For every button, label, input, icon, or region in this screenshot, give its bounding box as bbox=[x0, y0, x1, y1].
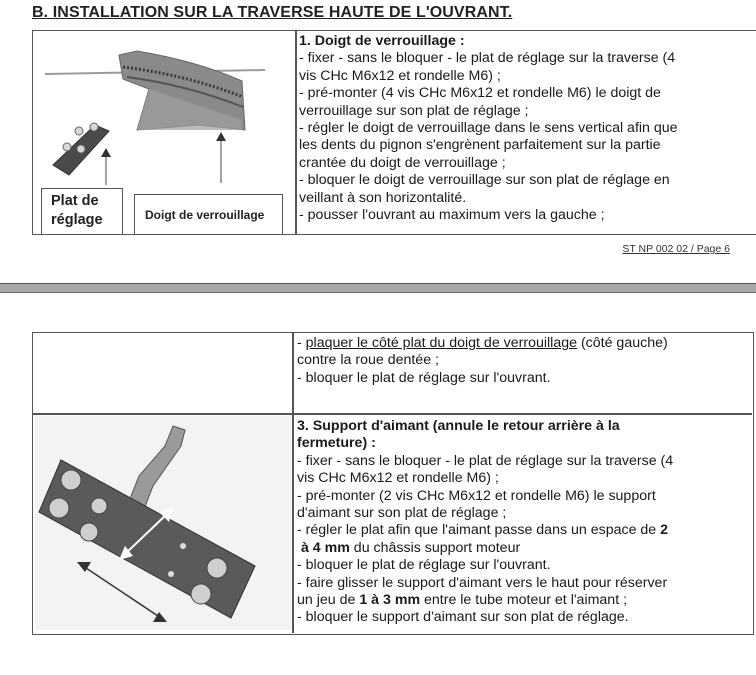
step1-line: verrouillage sur son plat de réglage ; bbox=[299, 102, 529, 119]
step1-line: - pré-monter (4 vis CHc M6x12 et rondelle M6) le doigt de bbox=[299, 85, 661, 102]
continued-text bbox=[297, 335, 749, 387]
step3-line bbox=[297, 592, 751, 609]
step3-line: - bloquer le support d'aimant sur son plat de réglage. bbox=[297, 609, 629, 626]
label-line: Plat de bbox=[51, 193, 99, 209]
step3-heading: fermeture) : bbox=[297, 435, 376, 452]
bold-value: à 4 mm bbox=[300, 539, 350, 556]
step3-line bbox=[297, 522, 751, 539]
step1-line: vis CHc M6x12 et rondelle M6) ; bbox=[299, 67, 501, 84]
step3-heading: 3. Support d'aimant (annule le retour arrière à la bbox=[297, 418, 620, 434]
underlined-text: plaquer le côté plat du doigt de verrouillage bbox=[305, 335, 577, 351]
arrow-up-icon bbox=[101, 148, 111, 157]
text-span: - régler le plat afin que l'aimant passe dans un espace de bbox=[297, 522, 661, 539]
step1-line: - fixer - sans le bloquer - le plat de réglage sur la traverse (4 bbox=[299, 50, 676, 67]
label-line: réglage bbox=[51, 212, 103, 228]
step1-line: - pousser l'ouvrant au maximum vers la gauche ; bbox=[299, 207, 605, 224]
text-span: entre le tube moteur et l'aimant ; bbox=[420, 592, 628, 609]
step1-line: crantée du doigt de verrouillage ; bbox=[299, 154, 506, 171]
text-span: un jeu de bbox=[297, 592, 360, 609]
text-span: du châssis support moteur bbox=[349, 539, 521, 556]
step3-line: vis CHc M6x12 et rondelle M6) ; bbox=[297, 470, 499, 487]
column-divider bbox=[292, 333, 294, 633]
step3-line bbox=[297, 540, 751, 557]
step1-heading: 1. Doigt de verrouillage : bbox=[299, 33, 465, 49]
magnet-support-illustration bbox=[35, 416, 291, 630]
step3-line: - fixer - sans le bloquer - le plat de réglage sur la traverse (4 bbox=[297, 452, 674, 469]
step1-line: - bloquer le doigt de verrouillage sur son plat de réglage en bbox=[299, 172, 670, 189]
label-plat-de-reglage bbox=[41, 188, 123, 235]
arrow-up-icon bbox=[216, 132, 226, 141]
step3-line: - faire glisser le support d'aimant vers le haut pour réserver bbox=[297, 574, 668, 591]
continued-line-3: - bloquer le plat de réglage sur l'ouvrant. bbox=[297, 369, 551, 386]
continued-line-2: contre la roue dentée ; bbox=[297, 352, 439, 369]
top-instruction-table bbox=[32, 30, 756, 235]
continued-line-1 bbox=[297, 335, 749, 352]
step3-line: - pré-monter (2 vis CHc M6x12 et rondelle M6) le support bbox=[297, 487, 656, 504]
page-divider bbox=[0, 283, 756, 293]
step3-line: - bloquer le plat de réglage sur l'ouvrant. bbox=[297, 557, 551, 574]
bold-value: 2 bbox=[660, 522, 669, 539]
step1-text bbox=[299, 33, 754, 224]
step3-line: d'aimant sur son plat de réglage ; bbox=[297, 505, 507, 522]
step1-line: - régler le doigt de verrouillage dans le sens vertical afin que bbox=[299, 120, 678, 137]
step1-line: les dents du pignon s'engrènent parfaitement sur la partie bbox=[299, 137, 661, 154]
step3-text bbox=[297, 418, 751, 627]
bottom-instruction-table bbox=[32, 332, 754, 635]
bold-value: 1 à 3 mm bbox=[359, 592, 421, 609]
text-span: (côté gauche) bbox=[577, 335, 668, 351]
page-reference: ST NP 002 02 / Page 6 bbox=[622, 243, 730, 255]
step1-line: veillant à son horizontalité. bbox=[299, 189, 467, 206]
section-title: B. INSTALLATION SUR LA TRAVERSE HAUTE DE L'OUVRANT. bbox=[32, 4, 513, 21]
label-doigt-de-verrouillage: Doigt de verrouillage bbox=[134, 194, 283, 235]
row-divider bbox=[33, 413, 752, 415]
text-span: - bbox=[297, 335, 306, 351]
column-divider bbox=[295, 31, 297, 235]
